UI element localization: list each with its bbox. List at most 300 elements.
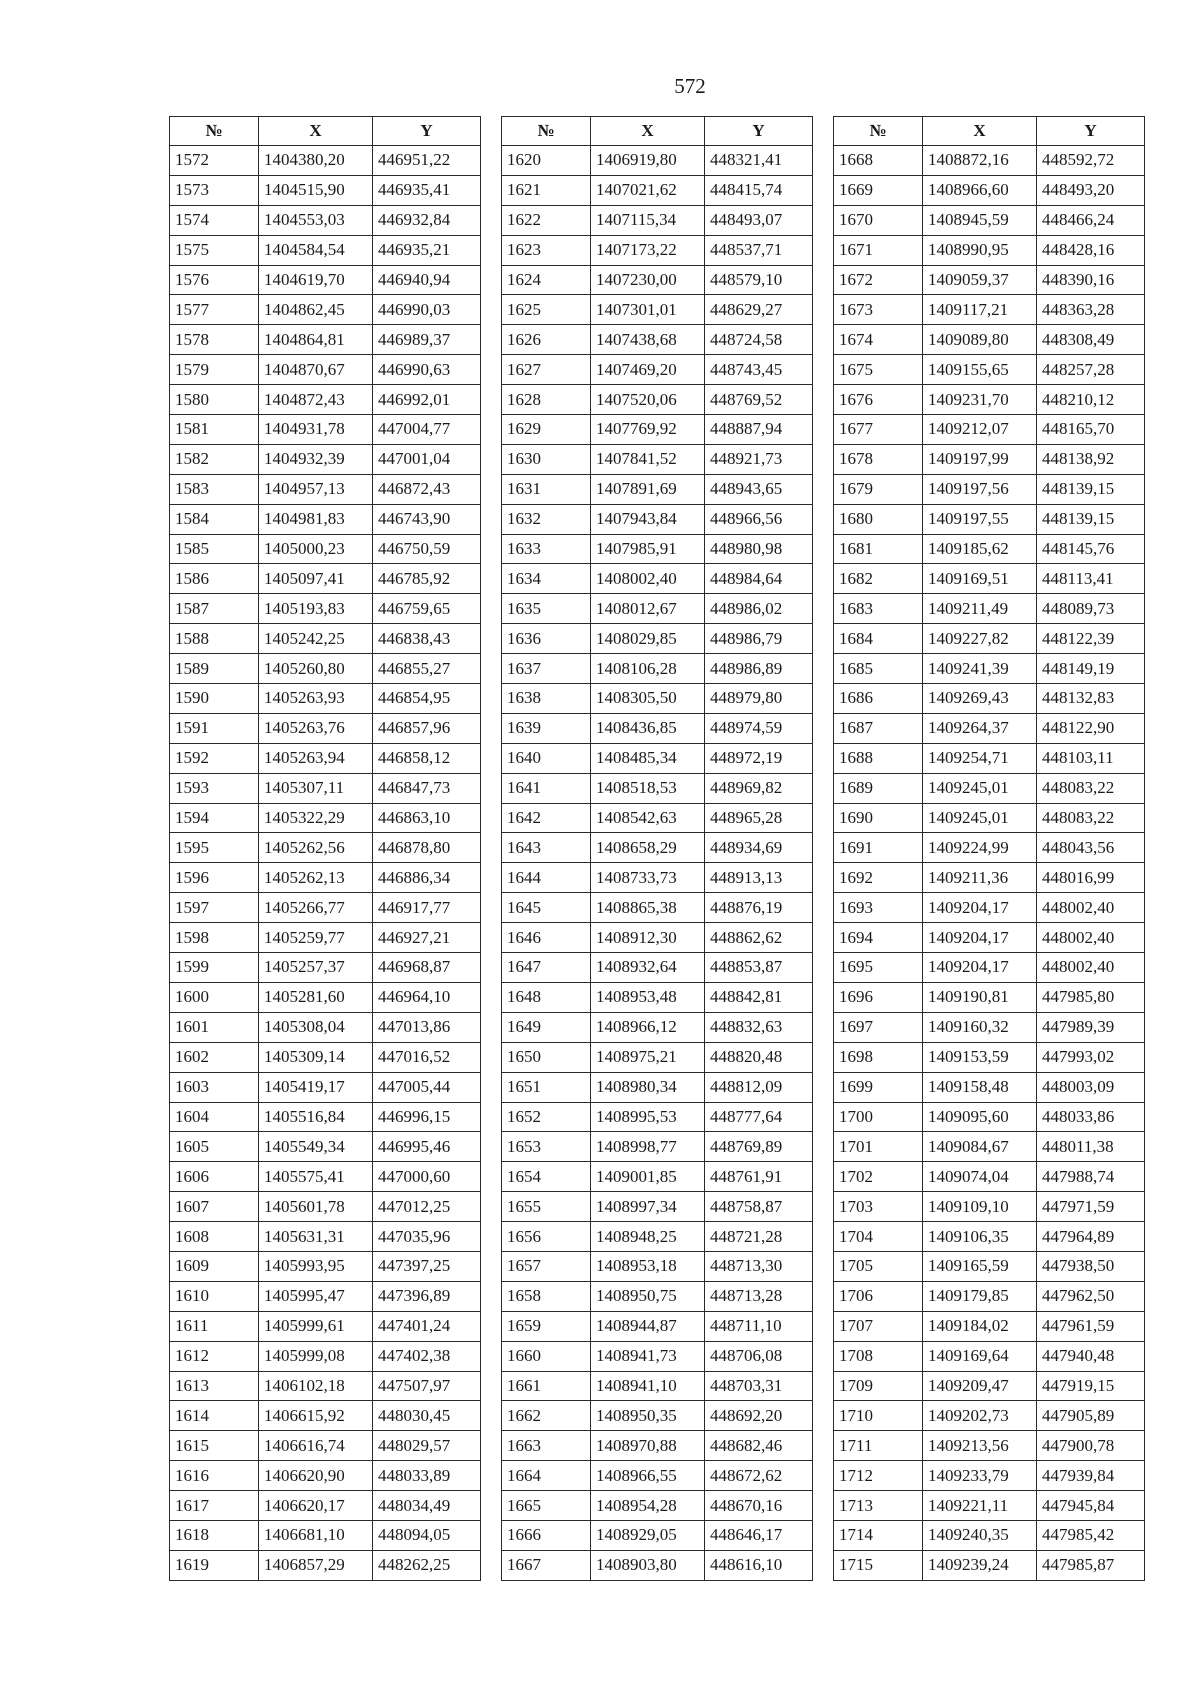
cell-x: 1405193,83 [259, 594, 373, 624]
cell-x: 1404931,78 [259, 415, 373, 445]
table-row [502, 175, 813, 205]
cell-x: 1409169,64 [923, 1341, 1037, 1371]
table-row [834, 175, 1145, 205]
column-header-x: X [259, 117, 373, 146]
cell-x: 1406102,18 [259, 1371, 373, 1401]
cell-y: 446847,73 [373, 773, 481, 803]
cell-y: 448758,87 [705, 1192, 813, 1222]
cell-number: 1627 [502, 355, 591, 385]
cell-number: 1630 [502, 444, 591, 474]
cell-number: 1639 [502, 713, 591, 743]
cell-number: 1618 [170, 1520, 259, 1550]
cell-number: 1619 [170, 1550, 259, 1580]
table-row [834, 1461, 1145, 1491]
cell-x: 1405263,76 [259, 713, 373, 743]
cell-x: 1404872,43 [259, 385, 373, 415]
table-row [170, 1401, 481, 1431]
table-row [170, 624, 481, 654]
table-row [834, 355, 1145, 385]
cell-x: 1405631,31 [259, 1222, 373, 1252]
table-row [170, 684, 481, 714]
cell-y: 447985,87 [1037, 1550, 1145, 1580]
table-row [502, 1311, 813, 1341]
cell-x: 1406616,74 [259, 1431, 373, 1461]
cell-number: 1579 [170, 355, 259, 385]
table-row [502, 1162, 813, 1192]
cell-x: 1409212,07 [923, 415, 1037, 445]
column-header-y: Y [1037, 117, 1145, 146]
column-header-number: № [834, 117, 923, 146]
cell-y: 448972,19 [705, 743, 813, 773]
table-row [834, 743, 1145, 773]
table-row [170, 1251, 481, 1281]
cell-y: 448986,02 [705, 594, 813, 624]
cell-number: 1672 [834, 265, 923, 295]
column-header-y: Y [373, 117, 481, 146]
cell-x: 1408995,53 [591, 1102, 705, 1132]
cell-number: 1655 [502, 1192, 591, 1222]
table-row [502, 713, 813, 743]
table-row [502, 624, 813, 654]
cell-y: 448965,28 [705, 803, 813, 833]
cell-y: 447971,59 [1037, 1192, 1145, 1222]
cell-y: 448089,73 [1037, 594, 1145, 624]
cell-y: 448969,82 [705, 773, 813, 803]
cell-number: 1641 [502, 773, 591, 803]
table-row [834, 1431, 1145, 1461]
cell-x: 1408518,53 [591, 773, 705, 803]
cell-x: 1404957,13 [259, 474, 373, 504]
cell-x: 1409245,01 [923, 803, 1037, 833]
cell-x: 1405549,34 [259, 1132, 373, 1162]
cell-y: 448033,89 [373, 1461, 481, 1491]
cell-x: 1409209,47 [923, 1371, 1037, 1401]
cell-y: 448761,91 [705, 1162, 813, 1192]
cell-x: 1408997,34 [591, 1192, 705, 1222]
cell-y: 446927,21 [373, 923, 481, 953]
cell-y: 447012,25 [373, 1192, 481, 1222]
cell-y: 447985,80 [1037, 982, 1145, 1012]
cell-x: 1407520,06 [591, 385, 705, 415]
table-row [502, 982, 813, 1012]
cell-number: 1692 [834, 863, 923, 893]
cell-y: 448428,16 [1037, 235, 1145, 265]
coordinate-table-2 [501, 116, 813, 1581]
cell-number: 1645 [502, 893, 591, 923]
cell-y: 447004,77 [373, 415, 481, 445]
cell-number: 1698 [834, 1042, 923, 1072]
table-row [502, 833, 813, 863]
cell-number: 1598 [170, 923, 259, 953]
cell-y: 448724,58 [705, 325, 813, 355]
cell-number: 1708 [834, 1341, 923, 1371]
cell-y: 448083,22 [1037, 773, 1145, 803]
cell-x: 1408948,25 [591, 1222, 705, 1252]
table-row [502, 773, 813, 803]
cell-x: 1407841,52 [591, 444, 705, 474]
cell-x: 1408998,77 [591, 1132, 705, 1162]
cell-y: 448308,49 [1037, 325, 1145, 355]
cell-number: 1601 [170, 1012, 259, 1042]
table-row [502, 325, 813, 355]
table-row [170, 444, 481, 474]
table-row [502, 1132, 813, 1162]
cell-x: 1408929,05 [591, 1520, 705, 1550]
cell-x: 1408912,30 [591, 923, 705, 953]
cell-y: 448113,41 [1037, 564, 1145, 594]
table-row [170, 265, 481, 295]
table-row [834, 1401, 1145, 1431]
cell-y: 448262,25 [373, 1550, 481, 1580]
table-row [170, 146, 481, 176]
cell-number: 1710 [834, 1401, 923, 1431]
table-row [502, 743, 813, 773]
table-row [170, 1431, 481, 1461]
cell-y: 448706,08 [705, 1341, 813, 1371]
cell-y: 446935,21 [373, 235, 481, 265]
table-row [170, 982, 481, 1012]
cell-y: 447993,02 [1037, 1042, 1145, 1072]
cell-number: 1576 [170, 265, 259, 295]
cell-number: 1580 [170, 385, 259, 415]
cell-y: 446992,01 [373, 385, 481, 415]
cell-y: 448002,40 [1037, 953, 1145, 983]
cell-x: 1407115,34 [591, 205, 705, 235]
cell-number: 1593 [170, 773, 259, 803]
cell-x: 1404862,45 [259, 295, 373, 325]
cell-number: 1611 [170, 1311, 259, 1341]
coordinate-table-3 [833, 116, 1145, 1581]
cell-y: 448616,10 [705, 1550, 813, 1580]
cell-x: 1404870,67 [259, 355, 373, 385]
cell-y: 448466,24 [1037, 205, 1145, 235]
cell-x: 1408012,67 [591, 594, 705, 624]
table-body [834, 146, 1145, 1581]
cell-x: 1409213,56 [923, 1431, 1037, 1461]
table-row [502, 564, 813, 594]
cell-y: 447396,89 [373, 1281, 481, 1311]
cell-y: 448165,70 [1037, 415, 1145, 445]
cell-x: 1409165,59 [923, 1251, 1037, 1281]
table-row [834, 624, 1145, 654]
cell-x: 1405281,60 [259, 982, 373, 1012]
cell-number: 1665 [502, 1491, 591, 1521]
cell-y: 447401,24 [373, 1311, 481, 1341]
cell-x: 1409224,99 [923, 833, 1037, 863]
cell-x: 1405575,41 [259, 1162, 373, 1192]
table-row [502, 235, 813, 265]
cell-y: 446968,87 [373, 953, 481, 983]
cell-y: 446989,37 [373, 325, 481, 355]
cell-number: 1631 [502, 474, 591, 504]
cell-y: 446917,77 [373, 893, 481, 923]
cell-number: 1694 [834, 923, 923, 953]
table-row [834, 205, 1145, 235]
cell-number: 1629 [502, 415, 591, 445]
table-row [502, 1491, 813, 1521]
cell-x: 1405259,77 [259, 923, 373, 953]
cell-x: 1408436,85 [591, 713, 705, 743]
cell-x: 1408941,10 [591, 1371, 705, 1401]
table-row [170, 564, 481, 594]
cell-x: 1407943,84 [591, 504, 705, 534]
cell-number: 1628 [502, 385, 591, 415]
cell-y: 447035,96 [373, 1222, 481, 1252]
table-row [834, 594, 1145, 624]
cell-y: 446886,34 [373, 863, 481, 893]
table-row [834, 1520, 1145, 1550]
cell-number: 1658 [502, 1281, 591, 1311]
cell-y: 448777,64 [705, 1102, 813, 1132]
cell-y: 448493,20 [1037, 175, 1145, 205]
table-row [834, 1311, 1145, 1341]
cell-x: 1409158,48 [923, 1072, 1037, 1102]
cell-number: 1682 [834, 564, 923, 594]
cell-x: 1407769,92 [591, 415, 705, 445]
cell-x: 1408002,40 [591, 564, 705, 594]
cell-number: 1609 [170, 1251, 259, 1281]
cell-y: 446750,59 [373, 534, 481, 564]
table-row [170, 1012, 481, 1042]
cell-x: 1409117,21 [923, 295, 1037, 325]
cell-y: 446995,46 [373, 1132, 481, 1162]
cell-number: 1670 [834, 205, 923, 235]
cell-number: 1666 [502, 1520, 591, 1550]
cell-y: 448986,89 [705, 654, 813, 684]
cell-x: 1404515,90 [259, 175, 373, 205]
table-row [834, 474, 1145, 504]
cell-x: 1408941,73 [591, 1341, 705, 1371]
cell-number: 1602 [170, 1042, 259, 1072]
cell-y: 448103,11 [1037, 743, 1145, 773]
cell-number: 1669 [834, 175, 923, 205]
table-row [834, 713, 1145, 743]
cell-x: 1408945,59 [923, 205, 1037, 235]
table-row [834, 803, 1145, 833]
cell-x: 1405242,25 [259, 624, 373, 654]
cell-y: 448692,20 [705, 1401, 813, 1431]
cell-number: 1652 [502, 1102, 591, 1132]
cell-number: 1626 [502, 325, 591, 355]
cell-number: 1587 [170, 594, 259, 624]
cell-y: 447919,15 [1037, 1371, 1145, 1401]
cell-number: 1678 [834, 444, 923, 474]
cell-y: 448002,40 [1037, 893, 1145, 923]
cell-x: 1406620,90 [259, 1461, 373, 1491]
cell-y: 448743,45 [705, 355, 813, 385]
cell-number: 1634 [502, 564, 591, 594]
cell-number: 1675 [834, 355, 923, 385]
cell-number: 1671 [834, 235, 923, 265]
table-row [170, 1281, 481, 1311]
cell-x: 1405257,37 [259, 953, 373, 983]
table-row [834, 444, 1145, 474]
cell-x: 1405999,61 [259, 1311, 373, 1341]
cell-x: 1409179,85 [923, 1281, 1037, 1311]
cell-number: 1674 [834, 325, 923, 355]
cell-number: 1715 [834, 1550, 923, 1580]
cell-number: 1677 [834, 415, 923, 445]
table-row [834, 923, 1145, 953]
cell-x: 1408932,64 [591, 953, 705, 983]
column-header-number: № [502, 117, 591, 146]
cell-x: 1408106,28 [591, 654, 705, 684]
cell-y: 448149,19 [1037, 654, 1145, 684]
table-row [502, 594, 813, 624]
cell-number: 1599 [170, 953, 259, 983]
cell-x: 1409204,17 [923, 923, 1037, 953]
cell-y: 448210,12 [1037, 385, 1145, 415]
table-row [834, 1102, 1145, 1132]
cell-y: 448887,94 [705, 415, 813, 445]
cell-number: 1637 [502, 654, 591, 684]
table-row [502, 1012, 813, 1042]
table-row [170, 235, 481, 265]
cell-y: 448579,10 [705, 265, 813, 295]
cell-number: 1662 [502, 1401, 591, 1431]
cell-number: 1608 [170, 1222, 259, 1252]
table-row [170, 1222, 481, 1252]
table-row [502, 1431, 813, 1461]
table-row [834, 982, 1145, 1012]
cell-x: 1408542,63 [591, 803, 705, 833]
cell-y: 446990,03 [373, 295, 481, 325]
cell-x: 1409231,70 [923, 385, 1037, 415]
cell-number: 1693 [834, 893, 923, 923]
page-number: 572 [674, 74, 706, 98]
table-row [502, 654, 813, 684]
cell-number: 1699 [834, 1072, 923, 1102]
table-row [834, 325, 1145, 355]
cell-number: 1633 [502, 534, 591, 564]
table-row [834, 1042, 1145, 1072]
table-row [834, 385, 1145, 415]
table-row [170, 325, 481, 355]
cell-number: 1640 [502, 743, 591, 773]
cell-x: 1408970,88 [591, 1431, 705, 1461]
table-row [502, 1222, 813, 1252]
cell-number: 1574 [170, 205, 259, 235]
cell-number: 1595 [170, 833, 259, 863]
cell-x: 1409211,49 [923, 594, 1037, 624]
table-row [834, 1132, 1145, 1162]
cell-number: 1596 [170, 863, 259, 893]
cell-y: 446951,22 [373, 146, 481, 176]
cell-number: 1697 [834, 1012, 923, 1042]
cell-number: 1643 [502, 833, 591, 863]
cell-x: 1408966,55 [591, 1461, 705, 1491]
table-row [834, 534, 1145, 564]
table-row [170, 205, 481, 235]
cell-number: 1684 [834, 624, 923, 654]
column-header-x: X [591, 117, 705, 146]
cell-y: 448876,19 [705, 893, 813, 923]
cell-number: 1607 [170, 1192, 259, 1222]
cell-x: 1407985,91 [591, 534, 705, 564]
cell-y: 448033,86 [1037, 1102, 1145, 1132]
table-row [502, 1371, 813, 1401]
table-row [834, 1550, 1145, 1580]
cell-number: 1578 [170, 325, 259, 355]
cell-y: 448390,16 [1037, 265, 1145, 295]
cell-number: 1591 [170, 713, 259, 743]
table-row [502, 474, 813, 504]
cell-number: 1638 [502, 684, 591, 714]
cell-number: 1636 [502, 624, 591, 654]
cell-number: 1582 [170, 444, 259, 474]
table-row [834, 1012, 1145, 1042]
cell-number: 1647 [502, 953, 591, 983]
cell-number: 1689 [834, 773, 923, 803]
table-row [502, 1281, 813, 1311]
cell-x: 1405419,17 [259, 1072, 373, 1102]
table-row [502, 953, 813, 983]
cell-y: 447005,44 [373, 1072, 481, 1102]
cell-y: 447989,39 [1037, 1012, 1145, 1042]
cell-number: 1592 [170, 743, 259, 773]
cell-x: 1408953,18 [591, 1251, 705, 1281]
cell-x: 1408305,50 [591, 684, 705, 714]
cell-x: 1409197,99 [923, 444, 1037, 474]
cell-y: 448493,07 [705, 205, 813, 235]
cell-x: 1409084,67 [923, 1132, 1037, 1162]
cell-y: 446785,92 [373, 564, 481, 594]
table-row [502, 1042, 813, 1072]
cell-x: 1408990,95 [923, 235, 1037, 265]
table-row [170, 594, 481, 624]
cell-x: 1404619,70 [259, 265, 373, 295]
cell-number: 1696 [834, 982, 923, 1012]
cell-x: 1405993,95 [259, 1251, 373, 1281]
cell-number: 1605 [170, 1132, 259, 1162]
cell-y: 446743,90 [373, 504, 481, 534]
cell-x: 1408865,38 [591, 893, 705, 923]
table-row [170, 953, 481, 983]
cell-x: 1409211,36 [923, 863, 1037, 893]
table-row [170, 743, 481, 773]
cell-x: 1409197,56 [923, 474, 1037, 504]
table-row [834, 564, 1145, 594]
cell-x: 1407301,01 [591, 295, 705, 325]
table-row [834, 1192, 1145, 1222]
table-row [170, 415, 481, 445]
cell-number: 1685 [834, 654, 923, 684]
cell-number: 1664 [502, 1461, 591, 1491]
cell-number: 1606 [170, 1162, 259, 1192]
table-row [170, 295, 481, 325]
table-row [502, 1341, 813, 1371]
cell-number: 1610 [170, 1281, 259, 1311]
cell-x: 1409184,02 [923, 1311, 1037, 1341]
cell-x: 1408029,85 [591, 624, 705, 654]
cell-y: 448138,92 [1037, 444, 1145, 474]
cell-x: 1409239,24 [923, 1550, 1037, 1580]
cell-x: 1405097,41 [259, 564, 373, 594]
table-row [502, 355, 813, 385]
cell-x: 1409197,55 [923, 504, 1037, 534]
cell-number: 1683 [834, 594, 923, 624]
cell-x: 1409269,43 [923, 684, 1037, 714]
cell-y: 448862,62 [705, 923, 813, 953]
cell-number: 1590 [170, 684, 259, 714]
table-row [170, 1072, 481, 1102]
cell-x: 1409153,59 [923, 1042, 1037, 1072]
cell-number: 1597 [170, 893, 259, 923]
cell-x: 1406919,80 [591, 146, 705, 176]
cell-y: 446964,10 [373, 982, 481, 1012]
table-row [502, 385, 813, 415]
cell-number: 1681 [834, 534, 923, 564]
